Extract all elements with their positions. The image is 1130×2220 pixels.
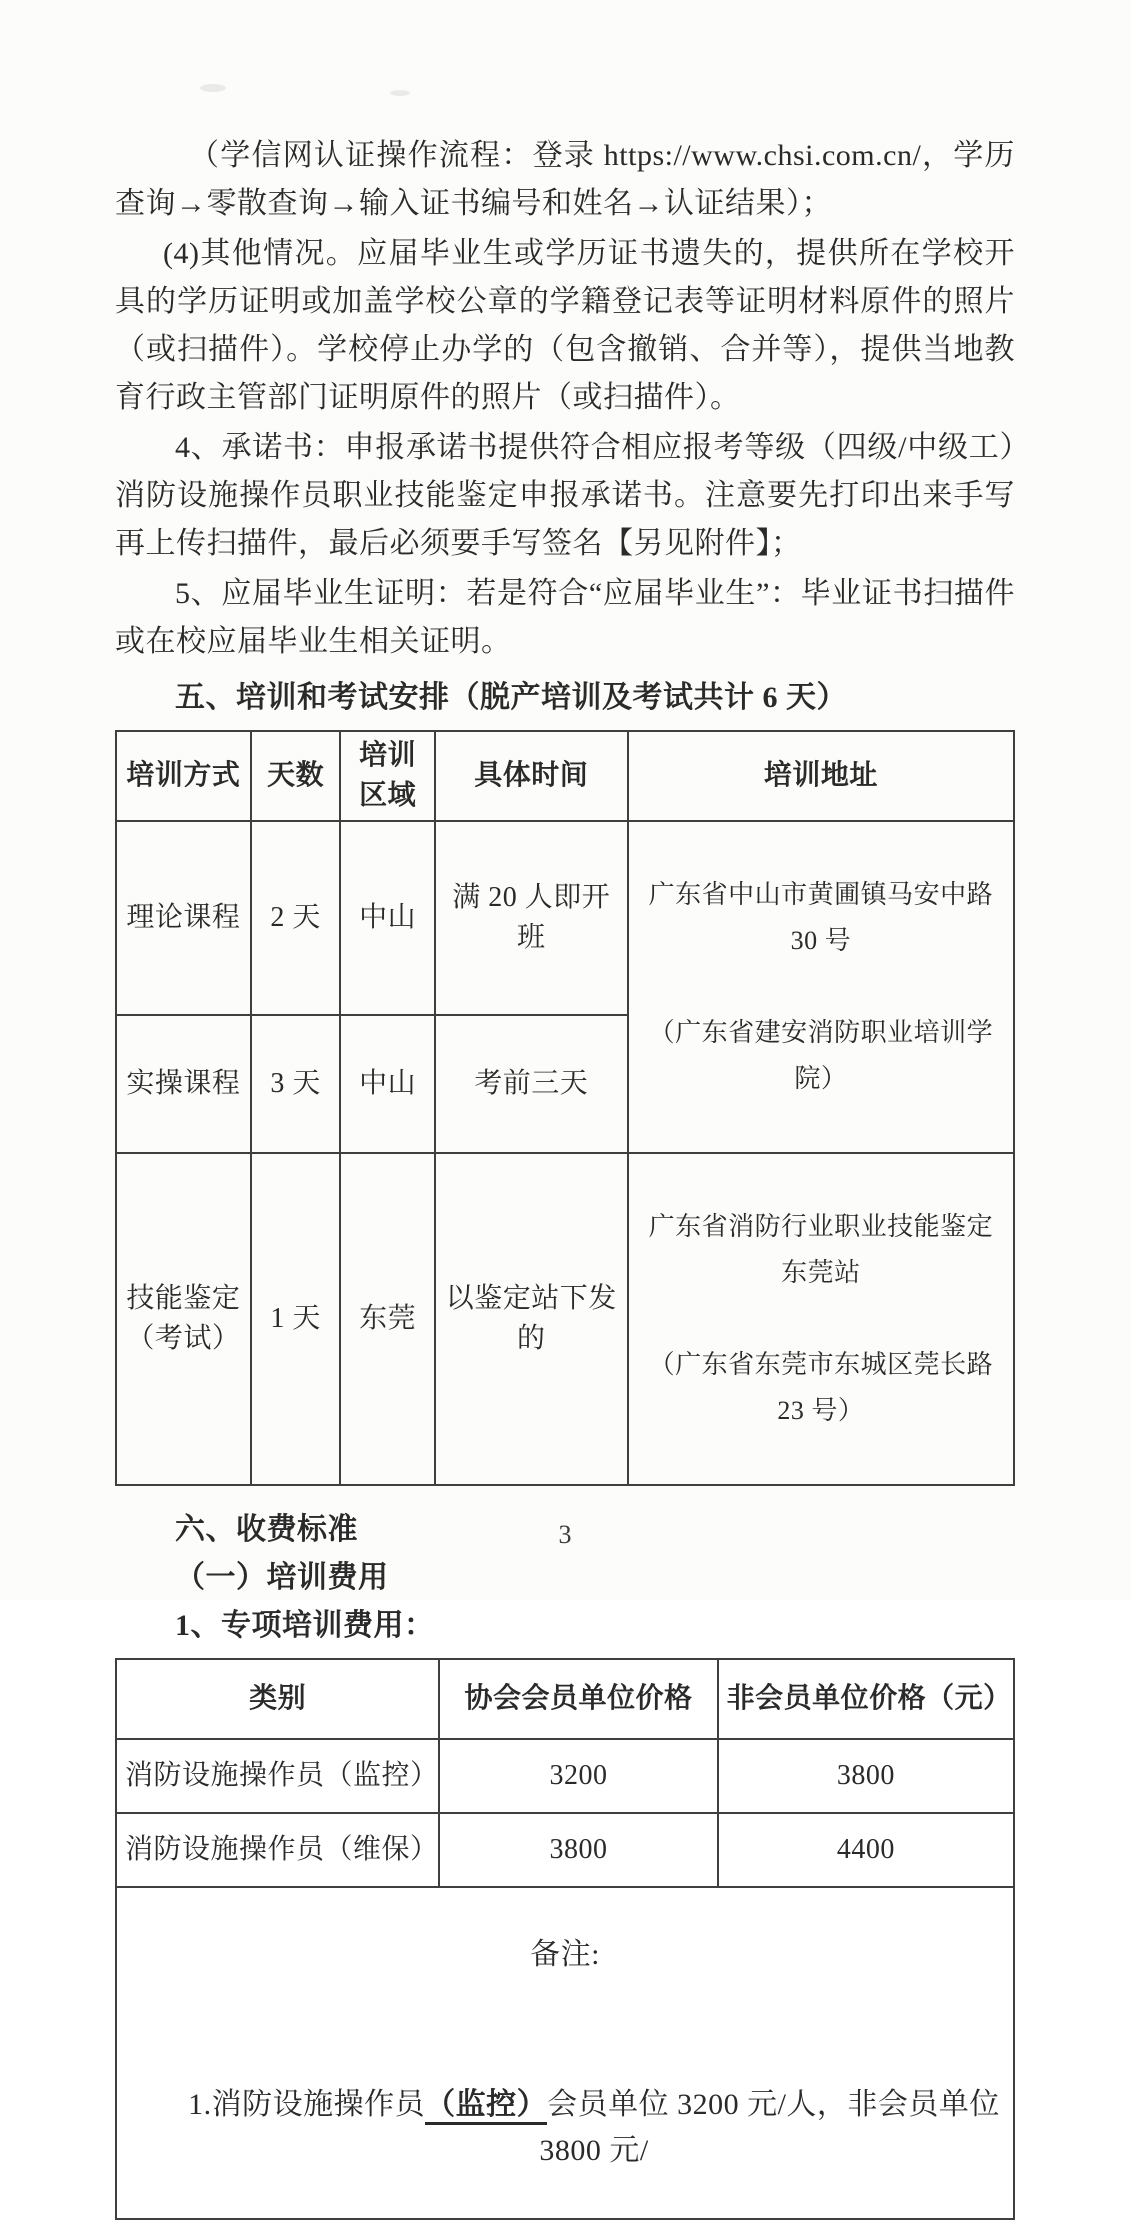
schedule-cell-method: 技能鉴定 （考试） [116,1153,251,1485]
remark-prefix: 1.消防设施操作员 [188,2088,426,2121]
fee-cell-category: 消防设施操作员（监控） [116,1739,439,1813]
address-line: （广东省东莞市东城区莞长路 23 号） [648,1350,994,1425]
address-line: （广东省建安消防职业培训学院） [648,1018,994,1093]
schedule-cell-region: 东莞 [340,1153,434,1485]
remark-emph-monitoring: （监控） [425,2088,547,2125]
fee-header-category: 类别 [116,1659,439,1739]
schedule-cell-region: 中山 [340,1015,434,1153]
schedule-header-row [116,731,1014,821]
fee-cell-member-price: 3800 [439,1813,717,1887]
scan-smudge [390,90,410,96]
page-number: 3 [558,1520,572,1549]
paragraph-commitment-letter: 4、承诺书：申报承诺书提供符合相应报考等级（四级/中级工）消防设施操作员职业技能鉴定申报承诺书。注意要先打印出来手写再上传扫描件，最后必须要手写签名【另见附件】； [115,431,1015,560]
scan-smudge [200,84,226,92]
schedule-cell-method: 实操课程 [116,1015,251,1153]
schedule-row-theory [116,821,1014,1015]
schedule-cell-address-zhongshan [628,821,1014,1153]
schedule-header-days: 天数 [251,731,341,821]
fee-row-monitoring [116,1739,1014,1813]
paragraph-fresh-graduate-proof: 5、应届毕业生证明：若是符合“应届毕业生”：毕业证书扫描件或在校应届毕业生相关证明。 [115,577,1015,658]
schedule-cell-time: 满 20 人即开班 [435,821,628,1015]
remark-item-1 [125,2036,1005,2174]
fee-header-member-price: 协会会员单位价格 [439,1659,717,1739]
schedule-cell-address-dongguan [628,1153,1014,1485]
schedule-cell-days: 1 天 [251,1153,341,1485]
fee-cell-category: 消防设施操作员（维保） [116,1813,439,1887]
schedule-cell-region: 中山 [340,821,434,1015]
address-line: 广东省消防行业职业技能鉴定东莞站 [648,1212,994,1287]
training-schedule-table [115,730,1015,1486]
remark-suffix: 会员单位 3200 元/人，非会员单位 3800 元/ [539,2088,1000,2167]
fee-header-row [116,1659,1014,1739]
schedule-cell-method: 理论课程 [116,821,251,1015]
schedule-header-time: 具体时间 [435,731,628,821]
schedule-row-exam [116,1153,1014,1485]
fee-remark-row [116,1887,1014,2219]
schedule-header-address: 培训地址 [628,731,1014,821]
fee-cell-nonmember-price: 4400 [718,1813,1014,1887]
schedule-cell-time: 以鉴定站下发 的 [435,1153,628,1485]
remark-label: 备注: [530,1938,600,1971]
section6-heading: 六、收费标准 [175,1513,358,1546]
fee-header-nonmember-price: 非会员单位价格（元） [718,1659,1014,1739]
schedule-cell-days: 3 天 [251,1015,341,1153]
paragraph-other-cases: (4)其他情况。应届毕业生或学历证书遗失的，提供所在学校开具的学历证明或加盖学校公章的学籍登记表等证明材料原件的照片（或扫描件）。学校停止办学的（包含撤销、合并等），提供当地教育行政主管部门证明原件的照片（或扫描件）。 [115,237,1015,414]
section6-sub1-training-fee: （一）培训费用 [175,1561,389,1594]
schedule-cell-days: 2 天 [251,821,341,1015]
training-fee-table [115,1658,1015,2220]
fee-cell-nonmember-price: 3800 [718,1739,1014,1813]
section5-heading: 五、培训和考试安排（脱产培训及考试共计 6 天） [175,681,847,714]
address-line: 广东省中山市黄圃镇马安中路 30 号 [648,880,994,955]
section6-sub2-special-fee: 1、专项培训费用： [175,1609,435,1642]
schedule-header-region: 培训 区域 [340,731,434,821]
schedule-header-method: 培训方式 [116,731,251,821]
fee-remark-cell [116,1887,1014,2219]
schedule-cell-time: 考前三天 [435,1015,628,1153]
fee-cell-member-price: 3200 [439,1739,717,1813]
paragraph-chsi-procedure: （学信网认证操作流程：登录 https://www.chsi.com.cn/，学历查询→零散查询→输入证书编号和姓名→认证结果）； [115,139,1015,220]
fee-row-maintenance [116,1813,1014,1887]
